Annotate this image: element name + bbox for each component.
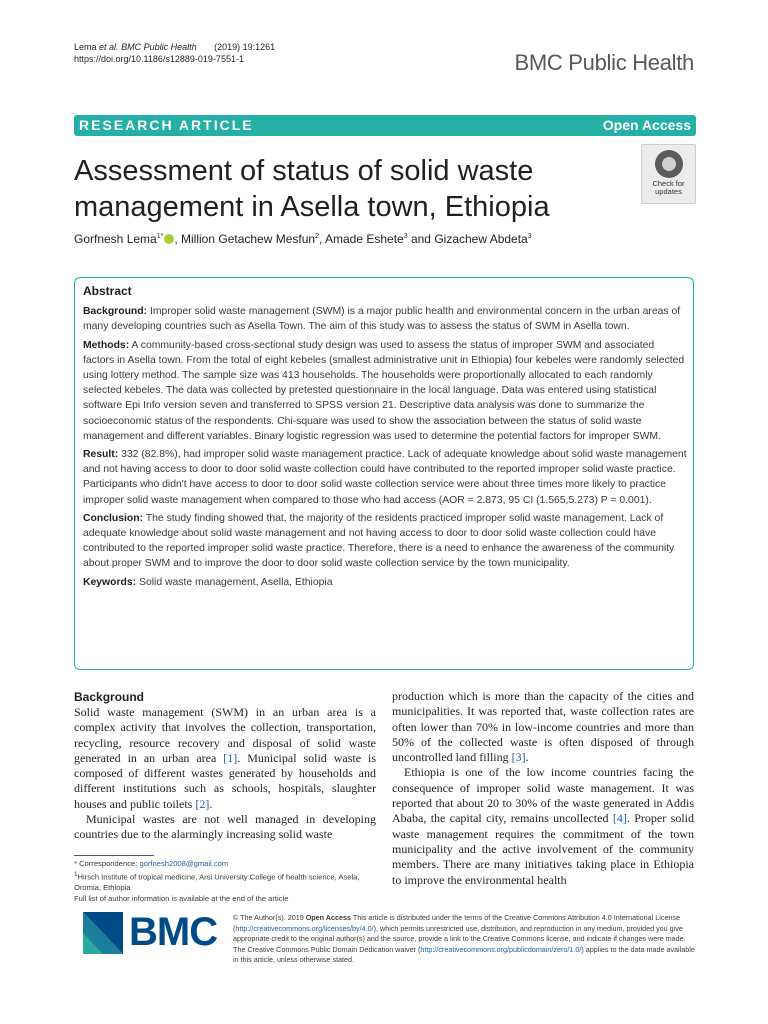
bmc-logo xyxy=(83,912,223,954)
check-updates-line1: Check for xyxy=(652,179,685,188)
author-sup: 3 xyxy=(403,233,408,240)
citation-link[interactable]: [1] xyxy=(223,750,238,765)
author-sup: 3 xyxy=(527,233,532,240)
abstract-heading: Abstract xyxy=(83,284,132,298)
bmc-logo-text: BMC xyxy=(129,910,218,954)
citation-link[interactable]: [3] xyxy=(511,750,526,765)
author-name[interactable]: Amade Eshete xyxy=(325,232,404,246)
abstract-box xyxy=(74,277,694,670)
body-paragraph: Municipal wastes are not well managed in developing countries due to the alarmingly increasing solid waste xyxy=(74,812,376,842)
body-left-column xyxy=(74,689,376,843)
license-link-cc-by[interactable]: http://creativecommons.org/licenses/by/4.0/ xyxy=(235,923,374,933)
header-etal: et al. xyxy=(99,42,119,52)
abstract-methods: Methods: A community-based cross-sectional study design was used to assess the status of improper SWM and associated factors in Asella town. From the total of eight kebeles (smallest administrative unit in Ethiopia) four kebeles were randomly selected using lottery method. The sample size was 413 households. The households were proportionally allocated to each randomly selected kebeles. The data was collected by pretested questionnaire in the local language. Data was entered using statistical software Epi Info version seven and transferred to SPSS version 21. Descriptive data analysis was done to summarize the socioeconomic status of the respondents. Chi-square was used to show the association between the status of solid waste management and different variables. Binary logistic regression was used to determine the potential factors for improper SWM. xyxy=(83,339,685,442)
body-paragraph: production which is more than the capacity of the cities and municipalities. It was reported that, waste collection rates are often lower than 70% in low-income countries and more than 50% of the collected waste is often disposed of through uncontrolled land filling [3]. xyxy=(392,689,694,765)
author-sup: 2 xyxy=(315,233,319,240)
check-updates-icon xyxy=(655,150,683,178)
body-right-column xyxy=(392,689,694,888)
check-for-updates-button[interactable] xyxy=(641,144,696,204)
author-name[interactable]: Million Getachew Mesfun xyxy=(181,232,316,246)
body-paragraph: Ethiopia is one of the low income countries facing the consequence of improper solid waste management. It was reported that about 20 to 30% of the waste generated in Addis Ababa, the capital city, remains uncollected [4]. Proper solid waste management requires the commitment of the town municipality and the active involvement of the community members. There are many initiatives taking place in Ethiopia to improve the environmental health xyxy=(392,765,694,887)
footnotes: * Correspondence: gorfnesh2008@gmail.com $^1$Hirsch Institute of tropical medicine, Arsi University College of health science, Asela, Oromia, Ethiopia Full list of author information is available at the end of the article xyxy=(74,855,374,905)
article-type-banner xyxy=(74,115,696,136)
author-name[interactable]: Gizachew Abdeta xyxy=(434,232,528,246)
author-name[interactable]: Gorfnesh Lema xyxy=(74,232,157,246)
bmc-logo-icon xyxy=(83,912,123,954)
research-article-label: RESEARCH ARTICLE xyxy=(79,117,254,133)
check-updates-line2: updates xyxy=(655,187,682,196)
abstract-keywords: Keywords: Solid waste management, Asella, Ethiopia xyxy=(83,576,333,588)
correspondence-email-link[interactable]: gorfnesh2008@gmail.com xyxy=(139,859,229,868)
license-link-cc0[interactable]: http://creativecommons.org/publicdomain/zero/1.0/ xyxy=(420,944,582,954)
abstract-background: Background: Improper solid waste management (SWM) is a major public health and environmental concern in the urban areas of many developing countries such as Asella Town. The aim of this study was to assess the status of SWM in Asella town. xyxy=(83,306,681,333)
affiliation: Hirsch Institute of tropical medicine, Arsi University College of health science, Asela, Oromia, Ethiopia xyxy=(74,872,360,893)
section-heading-background: Background xyxy=(74,690,145,704)
footnote-divider xyxy=(74,855,154,856)
license-statement: © The Author(s). 2019 Open Access This article is distributed under the terms of the Creative Commons Attribution 4.0 International License (http://creativecommons.org/licenses/by/4.0/), which permits unrestricted use, distribution, and reproduction in any medium, provided you give appropriate credit to the original author(s) and the source, provide a link to the Creative Commons license, and indicate if changes were made. The Creative Commons Public Domain Dedication waiver (http://creativecommons.org/publicdomain/zero/1.0/) applies to the data made available in this article, unless otherwise stated. xyxy=(233,913,695,965)
abstract-result: Result: 332 (82.8%), had improper solid waste management practice. Lack of adequate knowledge about solid waste management and not having access to door to door solid waste collection could have contributed to the reported improper solid waste practice. Participants who didn't have access to door to door solid waste collection service were about three times more likely to practice improper solid waste management when compared to those who had access (AOR = 2.873, 95 CI (1.565,5.273) P = 0.001). xyxy=(83,449,687,506)
header-journal-ref: BMC Public Health xyxy=(121,42,197,52)
full-author-info-note: Full list of author information is available at the end of the article xyxy=(74,893,289,903)
header-doi[interactable]: https://doi.org/10.1186/s12889-019-7551-1 xyxy=(74,54,244,64)
abstract-conclusion: Conclusion: The study finding showed that, the majority of the residents practiced improper solid waste management. Lack of adequate knowledge about solid waste management and not having access to door to door solid waste collection could have contributed to the reported improper solid waste practice. Therefore, there is a need to enhance the awareness of the community about proper SWM and to improve the door to door solid waste collection service by the town municipality. xyxy=(83,512,675,570)
header-authors: Lema xyxy=(74,42,97,52)
header-year-volume: (2019) 19:1261 xyxy=(214,42,276,52)
orcid-icon[interactable] xyxy=(164,234,174,244)
author-sup: 1* xyxy=(156,233,164,240)
article-title: Assessment of status of solid waste management in Asella town, Ethiopia xyxy=(74,155,550,223)
body-paragraph: Solid waste management (SWM) in an urban area is a complex activity that involves the collection, transportation, recycling, resource recovery and disposal of solid waste generated in an urban area [1]. Municipal solid waste is composed of different wastes generated by households and different institutions such as schools, hospitals, slaughter houses and public toilets [2]. xyxy=(74,705,376,811)
running-header xyxy=(74,41,275,65)
citation-link[interactable]: [2] xyxy=(195,796,210,811)
open-access-label: Open Access xyxy=(602,117,691,133)
journal-name: BMC Public Health xyxy=(514,50,694,75)
citation-link[interactable]: [4] xyxy=(612,811,627,826)
author-list: Gorfnesh Lema$^{1*}$ , Million Getachew Mesfun$^2$, Amade Eshete$^3$ and Gizachew Abdeta$^3$ xyxy=(74,232,532,246)
